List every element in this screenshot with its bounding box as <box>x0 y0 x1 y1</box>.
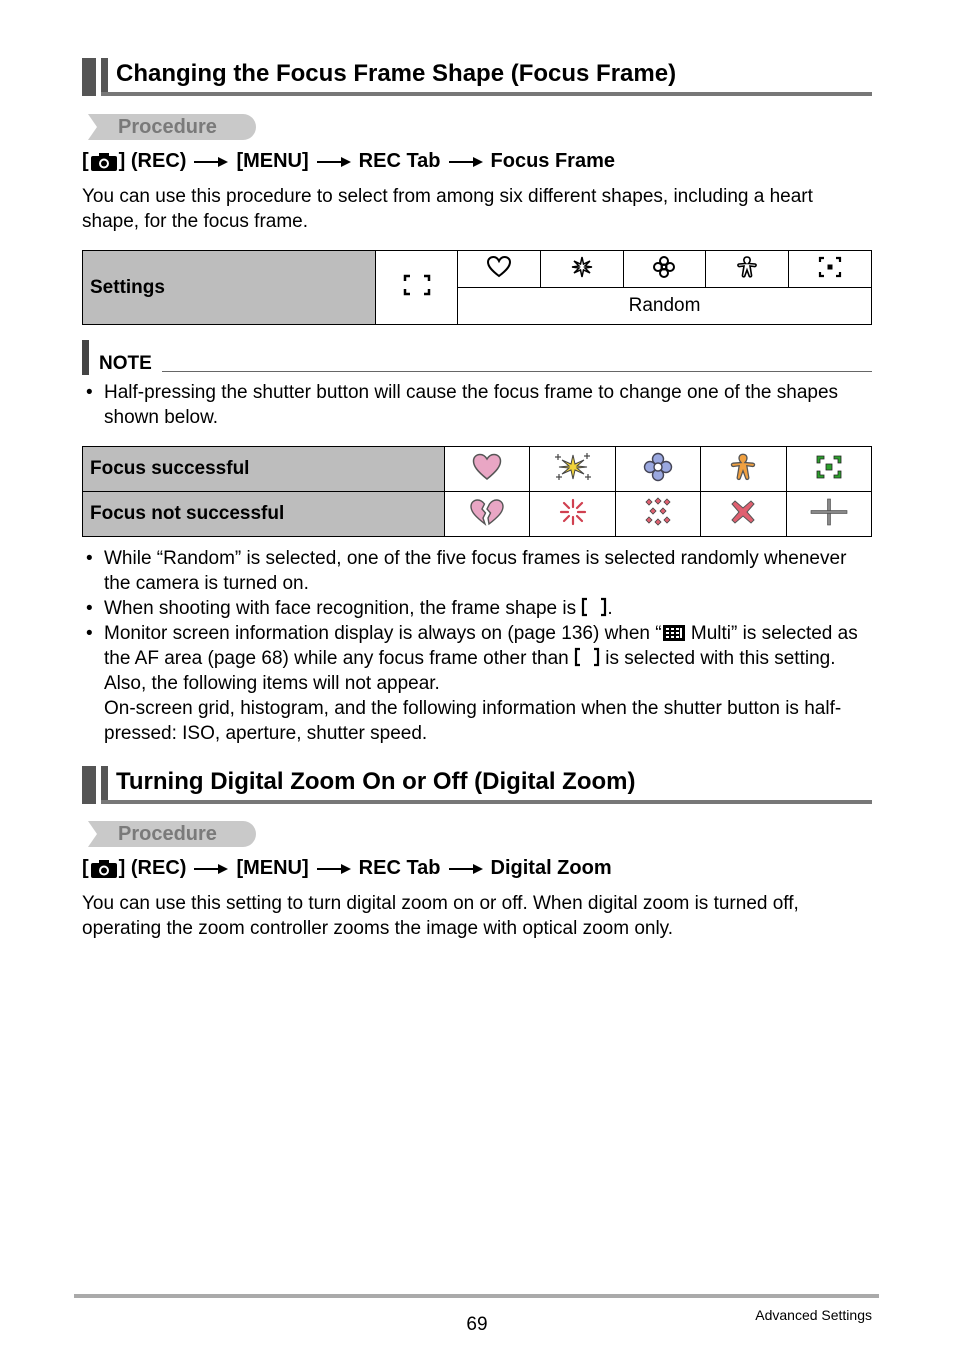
sparkle-fail-cell <box>530 492 615 537</box>
cross-red-icon <box>730 499 756 525</box>
note-bullet: • Monitor screen information display is always on (page 136) when “ Multi” is selected as the AF area (page 68) while any focus frame other than is selected with this setting. Also, the following items will not appear. On-screen grid, histogram, and the following information when the shutter button is half-pressed: ISO, aperture, shutter speed. <box>86 623 858 744</box>
figure-success-cell <box>701 447 786 492</box>
figure-outline-icon <box>736 256 758 278</box>
footer-section-name: Advanced Settings <box>755 1307 872 1323</box>
sparkle-outline-icon <box>571 256 593 278</box>
procedure-tag <box>82 114 256 140</box>
note-bullet: • While “Random” is selected, one of the five focus frames is selected randomly whenever the camera is turned on. <box>86 548 847 594</box>
page-number: 69 <box>466 1314 488 1335</box>
focus-result-table <box>82 446 872 537</box>
broken-heart-icon <box>469 498 505 526</box>
sparkle-frame-cell <box>540 251 623 288</box>
figure-orange-icon <box>729 452 757 482</box>
header-rule <box>101 800 872 804</box>
menu-path: [ ] (REC) [MENU] REC Tab Digital Zoom <box>82 857 612 879</box>
heart-success-cell <box>444 447 529 492</box>
arrow-right-icon <box>449 863 483 875</box>
camera-icon <box>90 859 118 879</box>
bracket-frame-icon <box>574 647 600 667</box>
bracket-frame-cell <box>376 251 458 325</box>
header-bar <box>82 58 96 96</box>
flower-frame-cell <box>623 251 706 288</box>
heart-fail-cell <box>444 492 529 537</box>
plus-crosshair-icon <box>810 498 848 526</box>
camera-icon <box>90 152 118 172</box>
intro-text: You can use this procedure to select from among six different shapes, including a heart shape, for the focus frame. <box>82 186 813 232</box>
flower-blue-icon <box>643 452 673 482</box>
heart-pink-icon <box>472 453 502 481</box>
header-rule <box>101 92 872 96</box>
arrow-right-icon <box>194 156 228 168</box>
burst-red-icon <box>559 498 587 526</box>
heart-outline-icon <box>487 256 511 278</box>
section-header-digital-zoom <box>82 766 872 804</box>
bracket-frame-icon <box>403 274 431 296</box>
arrow-right-icon <box>449 156 483 168</box>
corners-success-cell <box>786 447 872 492</box>
section-title: Turning Digital Zoom On or Off (Digital Zoom) <box>116 768 636 795</box>
focus-successful-label: Focus successful <box>83 447 445 492</box>
menu-path: [ ] (REC) [MENU] REC Tab Focus Frame <box>82 150 615 172</box>
procedure-label: Procedure <box>118 116 217 138</box>
note-bar <box>82 340 89 375</box>
arrow-right-icon <box>317 863 351 875</box>
focus-not-successful-label: Focus not successful <box>83 492 445 537</box>
sparkle-success-cell <box>530 447 615 492</box>
section-title: Changing the Focus Frame Shape (Focus Frame) <box>116 60 677 87</box>
procedure-tag <box>82 821 256 847</box>
corners-fail-cell <box>786 492 872 537</box>
footer-rule <box>74 1294 879 1298</box>
settings-table <box>82 250 872 325</box>
header-bar <box>82 766 96 804</box>
settings-header: Settings <box>83 251 376 325</box>
scattered-petals-icon <box>643 497 673 527</box>
flower-outline-icon <box>652 256 676 278</box>
bracket-frame-icon <box>581 597 607 617</box>
intro-text: You can use this setting to turn digital zoom on or off. When digital zoom is turned off, operating the zoom controller zooms the image with optical zoom only. <box>82 893 799 939</box>
header-bar <box>101 766 108 804</box>
header-bar <box>101 58 108 96</box>
corners-green-icon <box>815 454 843 480</box>
section-header-focus-frame <box>82 58 872 96</box>
figure-fail-cell <box>701 492 786 537</box>
multi-af-icon <box>662 624 686 642</box>
note-bullet: • When shooting with face recognition, the frame shape is . <box>86 598 613 619</box>
note-label: NOTE <box>99 353 152 374</box>
note-bullet: • Half-pressing the shutter button will cause the focus frame to change one of the shapes shown below. <box>86 382 839 428</box>
arrow-right-icon <box>317 156 351 168</box>
procedure-label: Procedure <box>118 823 217 845</box>
note-rule <box>162 371 872 372</box>
corners-frame-icon <box>818 256 842 278</box>
flower-success-cell <box>615 447 700 492</box>
random-cell: Random <box>458 288 872 325</box>
heart-frame-cell <box>458 251 541 288</box>
arrow-right-icon <box>194 863 228 875</box>
sparkle-yellow-icon <box>554 451 592 483</box>
figure-frame-cell <box>706 251 789 288</box>
flower-fail-cell <box>615 492 700 537</box>
corners-frame-cell <box>789 251 872 288</box>
